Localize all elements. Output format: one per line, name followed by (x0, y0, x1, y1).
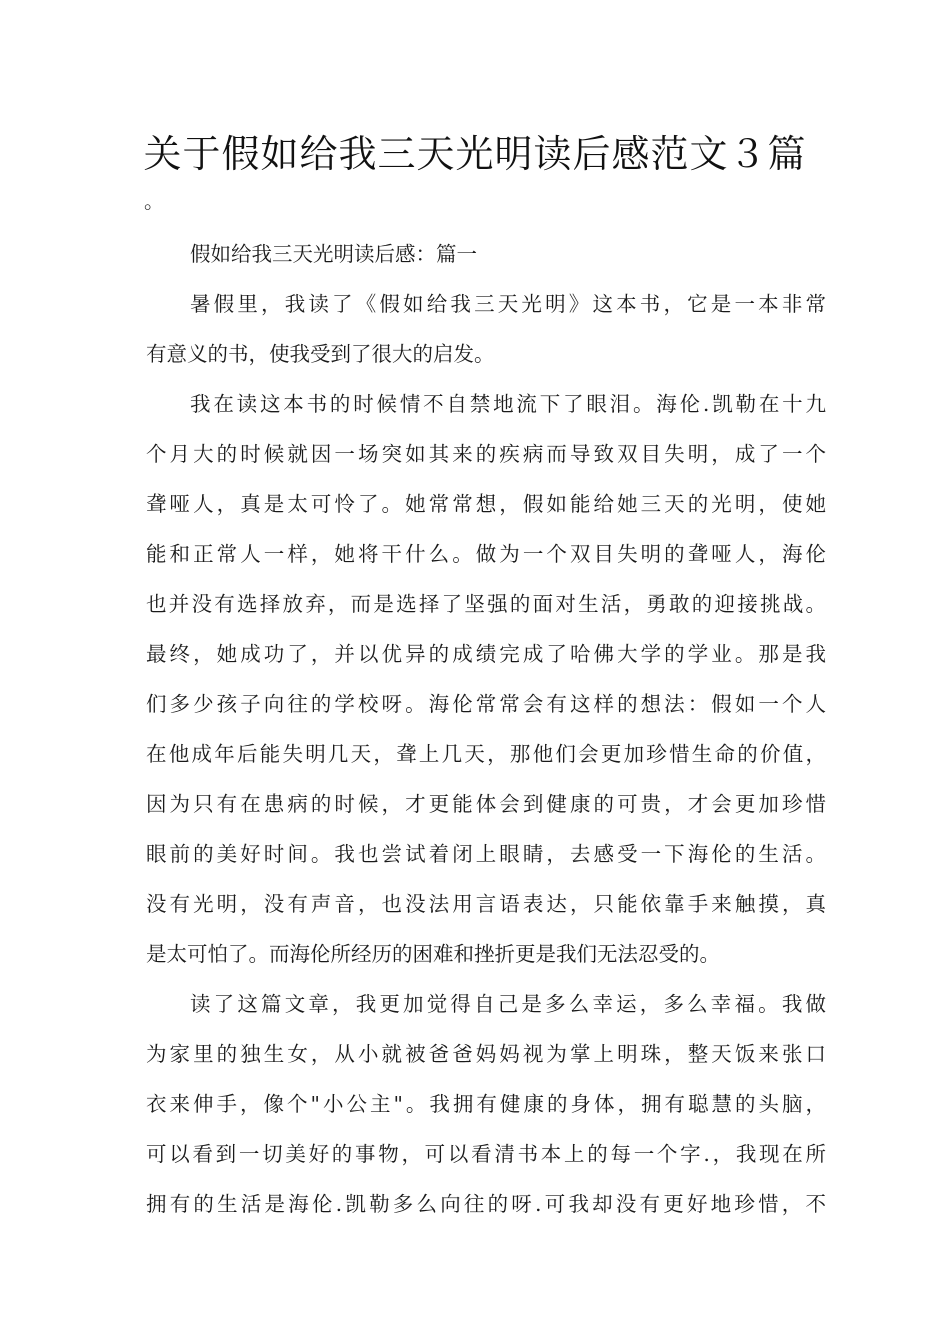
paragraph-line: 也并没有选择放弃，而是选择了坚强的面对生活，勇敢的迎接挑战。 (146, 592, 826, 616)
paragraph-line: 在他成年后能失明几天，聋上几天，那他们会更加珍惜生命的价值， (146, 742, 826, 766)
paragraph-line: 可以看到一切美好的事物，可以看清书本上的每一个字.，我现在所 (146, 1142, 826, 1166)
paragraph-line: 能和正常人一样，她将干什么。做为一个双目失明的聋哑人，海伦 (146, 542, 826, 566)
paragraph-line: 读了这篇文章，我更加觉得自己是多么幸运，多么幸福。我做 (190, 992, 826, 1016)
paragraph-line: 们多少孩子向往的学校呀。海伦常常会有这样的想法：假如一个人 (146, 692, 826, 716)
paragraph-line: 是太可怕了。而海伦所经历的困难和挫折更是我们无法忍受的。 (146, 942, 720, 966)
document-body (146, 229, 826, 1229)
paragraph-line: 衣来伸手，像个"小公主"。我拥有健康的身体，拥有聪慧的头脑， (146, 1092, 826, 1116)
paragraph-line: 最终，她成功了，并以优异的成绩完成了哈佛大学的学业。那是我 (146, 642, 826, 666)
paragraph-line: 因为只有在患病的时候，才更能体会到健康的可贵，才会更加珍惜 (146, 792, 826, 816)
paragraph-line: 暑假里，我读了《假如给我三天光明》这本书，它是一本非常 (190, 292, 826, 316)
paragraph-line: 没有光明，没有声音，也没法用言语表达，只能依靠手来触摸，真 (146, 892, 826, 916)
paragraph-line: 眼前的美好时间。我也尝试着闭上眼睛，去感受一下海伦的生活。 (146, 842, 826, 866)
document-title: 关于假如给我三天光明读后感范文３篇 (143, 132, 807, 176)
paragraph-line: 拥有的生活是海伦.凯勒多么向往的呀.可我却没有更好地珍惜，不 (146, 1192, 826, 1216)
paragraph-line: 个月大的时候就因一场突如其来的疾病而导致双目失明，成了一个 (146, 442, 826, 466)
paragraph-line: 聋哑人，真是太可怜了。她常常想，假如能给她三天的光明，使她 (146, 492, 826, 516)
paragraph-line: 为家里的独生女，从小就被爸爸妈妈视为掌上明珠，整天饭来张口 (146, 1042, 826, 1066)
paragraph-line: 我在读这本书的时候情不自禁地流下了眼泪。海伦.凯勒在十九 (190, 392, 826, 416)
paragraph-line: 有意义的书，使我受到了很大的启发。 (146, 342, 495, 366)
section-heading: 假如给我三天光明读后感：篇一 (190, 242, 477, 266)
stray-punctuation: 。 (144, 189, 164, 213)
